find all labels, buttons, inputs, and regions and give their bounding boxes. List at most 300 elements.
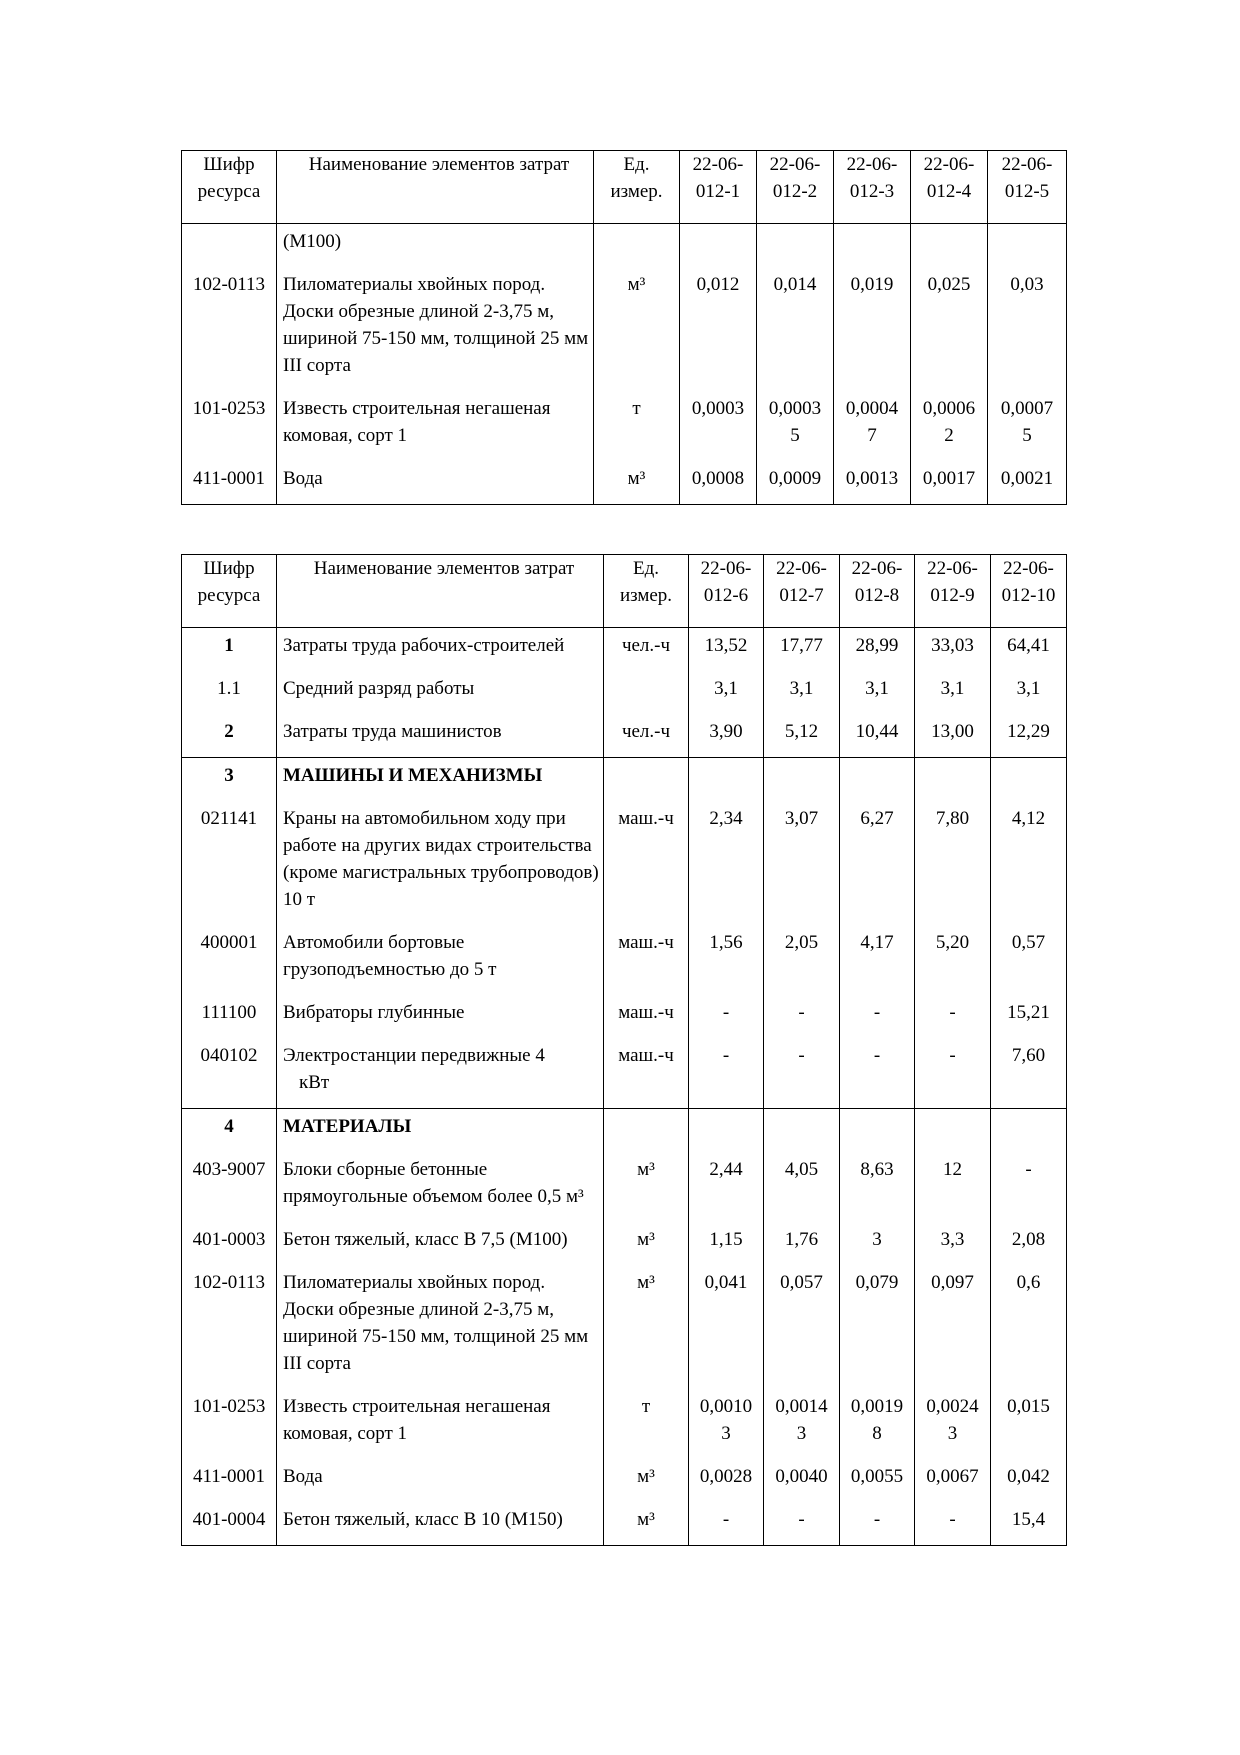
norm-value-text: - <box>873 1509 881 1530</box>
norm-value-text: 3,07 <box>784 808 819 829</box>
norm-value-text: 6,27 <box>860 808 894 829</box>
norm-value-text: 3,90 <box>709 721 743 742</box>
norm-value-text: 64,41 <box>1007 635 1050 656</box>
norm-value-text: 3,1 <box>865 678 889 699</box>
resource-code: 101-0253 <box>182 391 277 461</box>
norm-value <box>840 1038 915 1109</box>
cost-table-2 <box>181 554 1067 1546</box>
cost-element-name <box>277 628 604 672</box>
unit-of-measure: м³ <box>604 1152 689 1222</box>
norm-value <box>764 925 840 995</box>
resource-code: 040102 <box>182 1038 277 1109</box>
unit-of-measure: чел.-ч <box>604 714 689 758</box>
norm-value-text: 3,1 <box>940 678 965 699</box>
norm-value <box>689 1038 764 1109</box>
header-norm-code-line: 012-5 <box>1004 181 1050 202</box>
table-row <box>182 391 1067 461</box>
norm-value <box>689 925 764 995</box>
norm-value <box>991 1109 1067 1153</box>
resource-code: 102-0113 <box>182 267 277 391</box>
norm-value-text: 0,0007 5 <box>1000 398 1054 446</box>
norm-value-text: 3,1 <box>1016 678 1041 699</box>
norm-value <box>680 267 757 391</box>
norm-value <box>915 714 991 758</box>
norm-value-text: 0,0003 <box>691 398 745 419</box>
cost-element-name <box>277 1152 604 1222</box>
norm-value-text: 4,05 <box>784 1159 819 1180</box>
norm-value-text: 0,0067 <box>926 1466 979 1487</box>
norm-value <box>991 995 1067 1038</box>
norm-value <box>757 461 834 505</box>
norm-value <box>764 1222 840 1265</box>
cost-element-text: МАТЕРИАЛЫ <box>283 1116 412 1137</box>
norm-value-text: 1,56 <box>709 932 743 953</box>
resource-code: 4 <box>182 1109 277 1153</box>
norm-value <box>689 1265 764 1389</box>
norm-value <box>764 1109 840 1153</box>
norm-value-text: - <box>798 1045 805 1066</box>
norm-value-text: 5,12 <box>784 721 819 742</box>
norm-value-text: 15,4 <box>1011 1509 1046 1530</box>
resource-code: 101-0253 <box>182 1389 277 1459</box>
header-norm-code-line: 012-10 <box>1001 585 1056 606</box>
header-norm-code <box>991 555 1067 628</box>
norm-value <box>840 714 915 758</box>
norm-value-text: 0,019 <box>850 274 894 295</box>
norm-value <box>840 671 915 714</box>
norm-value-text: 10,44 <box>855 721 899 742</box>
norm-value <box>915 1109 991 1153</box>
norm-value-text: 0,0003 5 <box>768 398 822 446</box>
cost-element-text: Вибраторы глубинные <box>283 1002 465 1023</box>
norm-value-text: 0,0055 <box>850 1466 904 1487</box>
cost-element-name <box>277 391 594 461</box>
norm-value <box>991 1502 1067 1546</box>
header-name <box>277 151 594 224</box>
table-row <box>182 1459 1067 1502</box>
norm-value <box>991 671 1067 714</box>
section-row <box>182 758 1067 802</box>
norm-value-text: 0,0014 3 <box>775 1396 828 1444</box>
norm-value-text: 0,6 <box>1016 1272 1041 1293</box>
header-norm-code-line: 012-8 <box>854 585 900 606</box>
norm-value-text: 0,03 <box>1010 274 1044 295</box>
norm-value <box>911 391 988 461</box>
header-norm-code-line: 22-06- <box>927 558 978 579</box>
header-norm-code <box>834 151 911 224</box>
cost-element-name <box>277 801 604 925</box>
norm-value <box>764 1265 840 1389</box>
cost-element-name <box>277 995 604 1038</box>
norm-value <box>764 1152 840 1222</box>
header-code-line: ресурса <box>197 181 261 202</box>
norm-value <box>757 267 834 391</box>
header-norm-code <box>915 555 991 628</box>
unit-of-measure: маш.-ч <box>604 925 689 995</box>
norm-value <box>689 801 764 925</box>
norm-value <box>988 461 1067 505</box>
cost-element-name <box>277 671 604 714</box>
norm-value-text: - <box>798 1002 805 1023</box>
header-norm-code <box>911 151 988 224</box>
norm-value <box>689 1389 764 1459</box>
norm-value-text: 0,097 <box>931 1272 974 1293</box>
resource-code: 1 <box>182 628 277 672</box>
norm-value <box>764 995 840 1038</box>
cost-element-name <box>277 1389 604 1459</box>
header-norm-code <box>764 555 840 628</box>
norm-value <box>991 714 1067 758</box>
norm-value-text: 0,057 <box>780 1272 823 1293</box>
resource-code: 411-0001 <box>182 461 277 505</box>
cost-table-1 <box>181 150 1067 505</box>
header-norm-code-line: 012-3 <box>849 181 895 202</box>
cost-element-name <box>277 1109 604 1153</box>
table-row <box>182 628 1067 672</box>
norm-value <box>991 1152 1067 1222</box>
table-row <box>182 714 1067 758</box>
norm-value <box>915 1152 991 1222</box>
norm-value <box>991 1222 1067 1265</box>
norm-value <box>915 1502 991 1546</box>
cost-element-text: Краны на автомобильном ходу при работе на других видах строительства (кроме магистральных трубопроводов) 10 т <box>283 808 599 910</box>
section-row <box>182 1109 1067 1153</box>
norm-value <box>840 1502 915 1546</box>
norm-value <box>915 1222 991 1265</box>
cost-element-continuation: кВт <box>299 1072 330 1093</box>
norm-value <box>840 995 915 1038</box>
norm-value-text: - <box>949 1045 956 1066</box>
header-name-line: Наименование элементов затрат <box>313 558 575 579</box>
unit-of-measure: м³ <box>604 1459 689 1502</box>
norm-value <box>988 224 1067 268</box>
cost-element-name <box>277 1038 604 1109</box>
cost-element-text: МАШИНЫ И МЕХАНИЗМЫ <box>283 765 543 786</box>
unit-of-measure: маш.-ч <box>604 801 689 925</box>
norm-value <box>915 671 991 714</box>
norm-value <box>764 1502 840 1546</box>
norm-value <box>840 1222 915 1265</box>
norm-value <box>757 391 834 461</box>
norm-value <box>988 391 1067 461</box>
resource-code: 111100 <box>182 995 277 1038</box>
cost-element-text: Известь строительная негашеная комовая, сорт 1 <box>283 398 551 446</box>
table-row <box>182 1152 1067 1222</box>
cost-element-text: Блоки сборные бетонные прямоугольные объемом более 0,5 м³ <box>283 1159 584 1207</box>
norm-value <box>764 714 840 758</box>
norm-value <box>840 1389 915 1459</box>
norm-value-text: 0,025 <box>927 274 971 295</box>
norm-value-text: 5,20 <box>935 932 970 953</box>
table-row <box>182 925 1067 995</box>
unit-of-measure: м³ <box>594 267 680 391</box>
unit-of-measure: маш.-ч <box>604 1038 689 1109</box>
cost-element-text: Автомобили бортовые грузоподъемностью до 5 т <box>283 932 497 980</box>
header-norm-code-line: 012-6 <box>703 585 749 606</box>
norm-value <box>689 1459 764 1502</box>
norm-value-text: 2,05 <box>784 932 819 953</box>
cost-element-name <box>277 1502 604 1546</box>
resource-code: 2 <box>182 714 277 758</box>
norm-value-text: 0,0010 3 <box>699 1396 753 1444</box>
norm-value <box>840 1265 915 1389</box>
cost-element-name <box>277 224 594 268</box>
norm-value-text: 0,0013 <box>845 468 899 489</box>
header-norm-code-line: 22-06- <box>769 154 821 175</box>
norm-value <box>991 1265 1067 1389</box>
header-norm-code-line: 012-2 <box>772 181 818 202</box>
cost-element-text: Электростанции передвижные 4 <box>283 1045 545 1066</box>
header-unit-line: измер. <box>610 181 663 202</box>
header-norm-code <box>689 555 764 628</box>
norm-value <box>764 1038 840 1109</box>
norm-value <box>991 1459 1067 1502</box>
norm-value <box>689 671 764 714</box>
norm-value <box>689 1502 764 1546</box>
resource-code: 401-0004 <box>182 1502 277 1546</box>
norm-value <box>915 628 991 672</box>
norm-value <box>840 1109 915 1153</box>
header-norm-code-line: 012-9 <box>930 585 975 606</box>
cost-element-name <box>277 1265 604 1389</box>
header-unit <box>594 151 680 224</box>
norm-value-text: 3,3 <box>940 1229 965 1250</box>
norm-value <box>915 1038 991 1109</box>
header-norm-code-line: 22-06- <box>700 558 752 579</box>
unit-of-measure: м³ <box>604 1222 689 1265</box>
resource-code: 403-9007 <box>182 1152 277 1222</box>
norm-value-text: 2,44 <box>709 1159 743 1180</box>
header-norm-code-line: 012-4 <box>926 181 972 202</box>
header-norm-code-line: 22-06- <box>1001 154 1053 175</box>
cost-element-name <box>277 925 604 995</box>
header-norm-code-line: 22-06- <box>846 154 898 175</box>
cost-element-text: Бетон тяжелый, класс В 7,5 (М100) <box>283 1229 568 1250</box>
norm-value <box>911 224 988 268</box>
unit-of-measure <box>604 1109 689 1153</box>
unit-of-measure <box>604 671 689 714</box>
norm-value-text: 0,0006 2 <box>922 398 976 446</box>
norm-value <box>680 224 757 268</box>
table-row <box>182 995 1067 1038</box>
header-norm-code-line: 22-06- <box>776 558 827 579</box>
norm-value-text: - <box>1025 1159 1032 1180</box>
norm-value-text: - <box>722 1509 730 1530</box>
norm-value <box>689 758 764 802</box>
norm-value-text: 2,34 <box>709 808 743 829</box>
norm-value-text: 0,042 <box>1007 1466 1050 1487</box>
cost-element-text: Затраты труда машинистов <box>283 721 502 742</box>
norm-value <box>991 801 1067 925</box>
header-unit-line: Ед. <box>632 558 660 579</box>
norm-value <box>764 671 840 714</box>
table-row <box>182 671 1067 714</box>
norm-value-text: 0,0017 <box>922 468 976 489</box>
norm-value <box>840 801 915 925</box>
norm-value-text: 13,52 <box>704 635 748 656</box>
cost-element-name <box>277 461 594 505</box>
norm-value-text: 13,00 <box>931 721 974 742</box>
norm-value <box>915 801 991 925</box>
table-row <box>182 1502 1067 1546</box>
header-norm-code-line: 22-06- <box>923 154 975 175</box>
header-code-line: Шифр <box>203 154 255 175</box>
norm-value <box>915 1459 991 1502</box>
norm-value-text: - <box>949 1509 956 1530</box>
table-row <box>182 1222 1067 1265</box>
norm-value <box>764 1459 840 1502</box>
cost-element-name <box>277 267 594 391</box>
cost-element-name <box>277 1222 604 1265</box>
cost-element-name <box>277 1459 604 1502</box>
norm-value <box>764 801 840 925</box>
norm-value-text: 0,015 <box>1007 1396 1050 1417</box>
header-norm-code-line: 22-06- <box>692 154 744 175</box>
norm-value <box>689 714 764 758</box>
unit-of-measure: м³ <box>594 461 680 505</box>
resource-code: 1.1 <box>182 671 277 714</box>
norm-value <box>911 267 988 391</box>
resource-code: 400001 <box>182 925 277 995</box>
header-norm-code <box>988 151 1067 224</box>
norm-value-text: 12,29 <box>1007 721 1050 742</box>
norm-value-text: 3 <box>872 1229 882 1250</box>
table-row <box>182 267 1067 391</box>
norm-value-text: 7,60 <box>1011 1045 1046 1066</box>
norm-value-text: 0,012 <box>696 274 740 295</box>
cost-element-text: (М100) <box>283 231 342 252</box>
cost-element-text: Пиломатериалы хвойных пород. Доски обрезные длиной 2-3,75 м, шириной 75-150 мм, толщиной 25 мм III сорта <box>283 1272 589 1374</box>
resource-code: 102-0113 <box>182 1265 277 1389</box>
cost-element-text: Средний разряд работы <box>283 678 475 699</box>
cost-element-text: Известь строительная негашеная комовая, сорт 1 <box>283 1396 551 1444</box>
norm-value <box>689 628 764 672</box>
norm-value-text: 0,079 <box>855 1272 899 1293</box>
norm-value <box>757 224 834 268</box>
resource-code: 021141 <box>182 801 277 925</box>
norm-value-text: 0,0028 <box>699 1466 753 1487</box>
norm-value-text: 0,014 <box>773 274 817 295</box>
table-row <box>182 1389 1067 1459</box>
norm-value <box>991 925 1067 995</box>
header-unit-line: Ед. <box>623 154 650 175</box>
header-norm-code <box>680 151 757 224</box>
norm-value-text: 0,0004 7 <box>845 398 899 446</box>
norm-value <box>834 224 911 268</box>
norm-value-text: 1,15 <box>709 1229 743 1250</box>
unit-of-measure: м³ <box>604 1265 689 1389</box>
norm-value-text: 0,0040 <box>775 1466 828 1487</box>
table-row <box>182 224 1067 268</box>
norm-value-text: 33,03 <box>931 635 974 656</box>
norm-value <box>840 758 915 802</box>
norm-value <box>689 995 764 1038</box>
norm-value-text: - <box>798 1509 805 1530</box>
norm-value <box>915 1265 991 1389</box>
norm-value <box>834 391 911 461</box>
norm-value <box>991 1038 1067 1109</box>
norm-value <box>689 1109 764 1153</box>
norm-value <box>840 1152 915 1222</box>
cost-element-text: Вода <box>283 468 323 489</box>
norm-value-text: 15,21 <box>1007 1002 1050 1023</box>
norm-value <box>764 628 840 672</box>
norm-value-text: 3,1 <box>714 678 738 699</box>
header-norm-code <box>757 151 834 224</box>
norm-value <box>680 461 757 505</box>
header-norm-code <box>840 555 915 628</box>
norm-value-text: 2,08 <box>1011 1229 1046 1250</box>
norm-value <box>834 267 911 391</box>
norm-value-text: 0,0019 8 <box>850 1396 904 1444</box>
norm-value <box>689 1222 764 1265</box>
norm-value <box>915 1389 991 1459</box>
norm-value-text: 0,0021 <box>1000 468 1054 489</box>
header-code <box>182 151 277 224</box>
norm-value <box>840 628 915 672</box>
unit-of-measure <box>594 224 680 268</box>
norm-value-text: 4,12 <box>1011 808 1046 829</box>
norm-value-text: 28,99 <box>855 635 899 656</box>
cost-element-text: Пиломатериалы хвойных пород. Доски обрезные длиной 2-3,75 м, шириной 75-150 мм, толщиной 25 мм III сорта <box>283 274 589 376</box>
norm-value-text: 0,0024 3 <box>926 1396 979 1444</box>
cost-element-name <box>277 758 604 802</box>
resource-code: 411-0001 <box>182 1459 277 1502</box>
norm-value <box>764 1389 840 1459</box>
header-norm-code-line: 22-06- <box>1003 558 1054 579</box>
norm-value-text: 12 <box>943 1159 962 1180</box>
header-code <box>182 555 277 628</box>
unit-of-measure: м³ <box>604 1502 689 1546</box>
norm-value-text: 0,041 <box>704 1272 748 1293</box>
norm-value <box>915 925 991 995</box>
header-unit-line: измер. <box>619 585 673 606</box>
norm-value-text: 0,0008 <box>691 468 745 489</box>
norm-value <box>991 628 1067 672</box>
norm-value <box>991 758 1067 802</box>
cost-element-text: Затраты труда рабочих-строителей <box>283 635 565 656</box>
norm-value-text: 0,0009 <box>768 468 822 489</box>
norm-value-text: - <box>722 1045 730 1066</box>
unit-of-measure <box>604 758 689 802</box>
norm-value <box>764 758 840 802</box>
unit-of-measure: т <box>604 1389 689 1459</box>
norm-value <box>991 1389 1067 1459</box>
norm-value-text: - <box>949 1002 956 1023</box>
table-row <box>182 1265 1067 1389</box>
unit-of-measure: маш.-ч <box>604 995 689 1038</box>
header-unit <box>604 555 689 628</box>
norm-value-text: 17,77 <box>780 635 823 656</box>
resource-code: 401-0003 <box>182 1222 277 1265</box>
norm-value <box>988 267 1067 391</box>
table-row <box>182 801 1067 925</box>
header-name-line: Наименование элементов затрат <box>308 154 570 175</box>
header-name <box>277 555 604 628</box>
header-norm-code-line: 012-1 <box>695 181 741 202</box>
header-norm-code-line: 012-7 <box>779 585 824 606</box>
norm-value-text: 4,17 <box>860 932 894 953</box>
header-code-line: Шифр <box>203 558 255 579</box>
norm-value-text: 3,1 <box>789 678 814 699</box>
norm-value <box>915 995 991 1038</box>
table-header <box>182 555 1067 628</box>
table-header <box>182 151 1067 224</box>
cost-element-text: Вода <box>283 1466 323 1487</box>
norm-value-text: 0,57 <box>1011 932 1046 953</box>
norm-value <box>911 461 988 505</box>
resource-code: 3 <box>182 758 277 802</box>
